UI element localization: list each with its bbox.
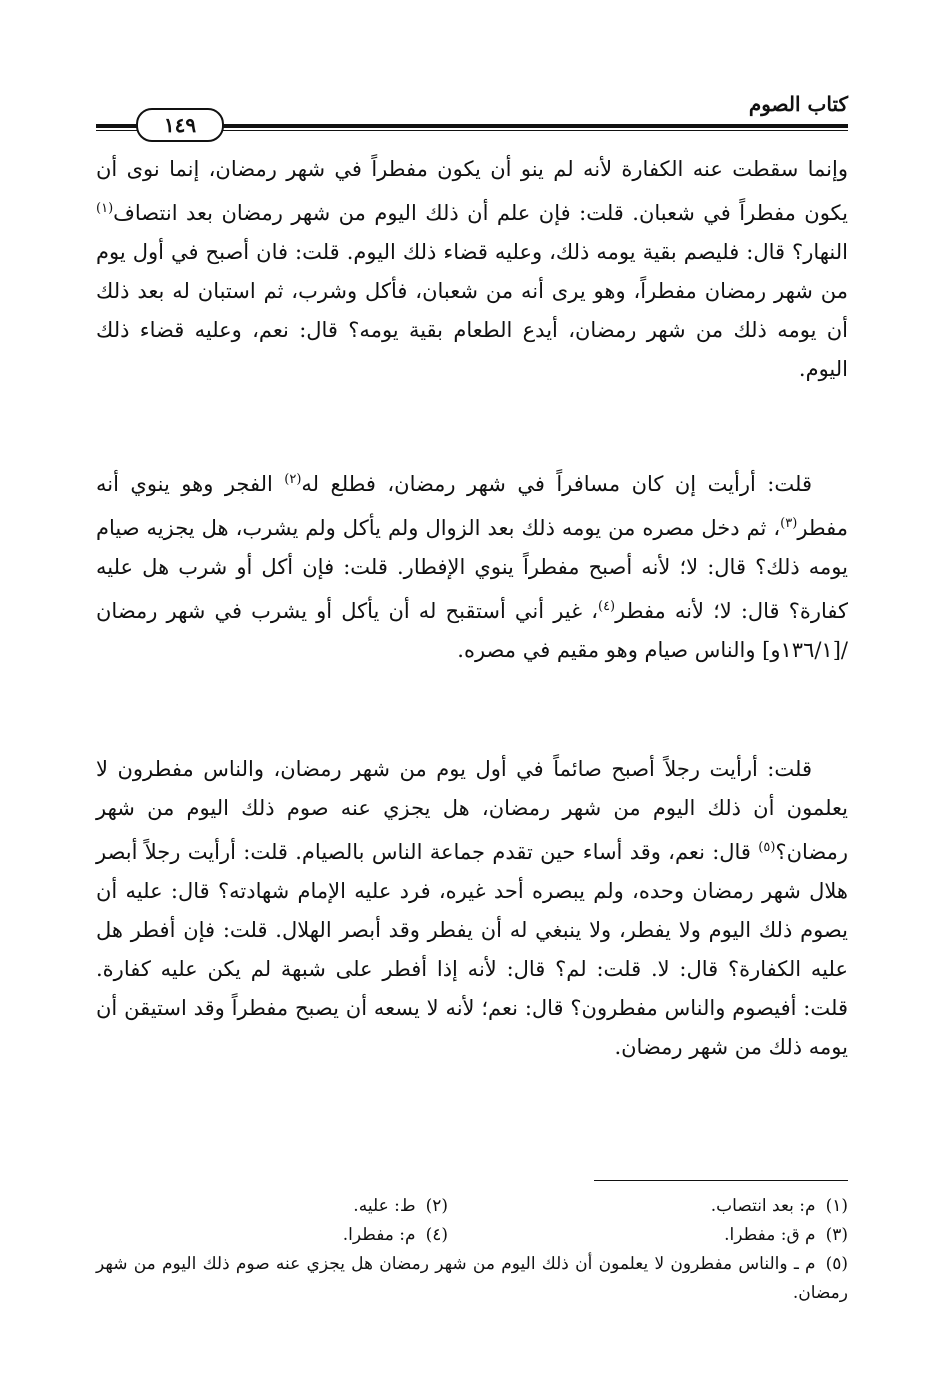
paragraph-1-text-b: النهار؟ قال: فليصم بقية يومه ذلك، وعليه قضاء ذلك اليوم. قلت: فان أصبح في أول يوم من شهر رمضان مفطراً، وهو يرى أنه من شعبان، فأكل وشرب، ثم استبان له بعد ذلك أن يومه ذلك من شهر رمضان، أيدع الطعام بقية يومه؟ قال: نعم، وعليه قضاء ذلك اليوم. [96,240,848,381]
paragraph-2-text-d: ، غير أني أستقبح له أن يأكل أو يشرب في شهر رمضان /[١٣٦/١و] والناس صيام وهو مقيم في مصره. [96,599,848,662]
footnote-mark-2: (٢) [284,472,302,487]
paragraph-2-text-a: قلت: أرأيت إن كان مسافراً في شهر رمضان، فطلع له [301,472,812,496]
paragraph-1 [96,150,848,389]
footnote-row [96,1192,848,1221]
paragraph-3-text-a: قلت: أرأيت رجلاً أصبح صائماً في أول يوم من شهر رمضان، والناس مفطرون لا يعلمون أن ذلك اليوم من شهر رمضان، هل يجزي عنه صوم ذلك اليوم من شهر رمضان؟ [96,757,848,864]
footnotes [96,1192,848,1308]
footnote-3: (٣)م ق: مفطرا. [724,1225,848,1245]
footnote-mark-3: (٣) [780,516,798,531]
paragraph-2 [96,460,848,670]
paragraph-1-text-a: وإنما سقطت عنه الكفارة لأنه لم ينو أن يكون مفطراً في شهر رمضان، إنما نوى أن يكون مفطراً في شعبان. قلت: فإن علم أن ذلك اليوم من شهر رمضان بعد انتصاف [96,157,848,225]
footnote-1: (١)م: بعد انتصاب. [710,1196,848,1216]
paragraph-2-text-c: ، ثم دخل مصره من يومه ذلك بعد الزوال ولم يأكل ولم يشرب، هل يجزيه صيام يومه ذلك؟ قال: لا؛ لأنه أصبح مفطراً ينوي الإفطار. قلت: فإن أكل أو شرب هل عليه كفارة؟ قال: لا؛ لأنه مفطر [96,516,848,623]
paragraph-2-text-b: الفجر وهو ينوي أنه مفطر [96,472,848,540]
footnote-separator [594,1180,848,1181]
footnote-4: (٤)م: مفطرا. [342,1225,448,1245]
footnote-2: (٢)ط: عليه. [353,1196,448,1216]
footnote-mark-1: (١) [96,201,114,216]
footnote-mark-4: (٤) [597,599,616,614]
footnote-row [96,1221,848,1250]
paragraph-3-text-b: قال: نعم، وقد أساء حين تقدم جماعة الناس بالصيام. قلت: أرأيت رجلاً أبصر هلال شهر رمضان وحده، ولم يبصره أحد غيره، فرد عليه الإمام شهادته؟ قال: عليه أن يصوم ذلك اليوم ولا يفطر، ولا ينبغي له أن يفطر وقد أبصر الهلال. قلت: فإن أفطر هل عليه الكفارة؟ قال: لا. قلت: لم؟ قال: لأنه إذا أفطر على شبهة لم يكن عليه كفارة. قلت: أفيصوم والناس مفطرون؟ قال: نعم؛ لأنه لا يسعه أن يصبح مفطراً وقد استيقن أن يومه ذلك من شهر رمضان. [96,840,848,1059]
book-title: كتاب الصوم [748,92,848,116]
page-number: ١٤٩ [136,108,224,142]
footnote-mark-5: (٥) [758,840,776,855]
footnote-5: (٥)م ـ والناس مفطرون لا يعلمون أن ذلك اليوم من شهر رمضان هل يجزي عنه صوم ذلك اليوم من شهر رمضان. [96,1254,848,1303]
paragraph-3 [96,750,848,1067]
page-header [96,92,848,137]
